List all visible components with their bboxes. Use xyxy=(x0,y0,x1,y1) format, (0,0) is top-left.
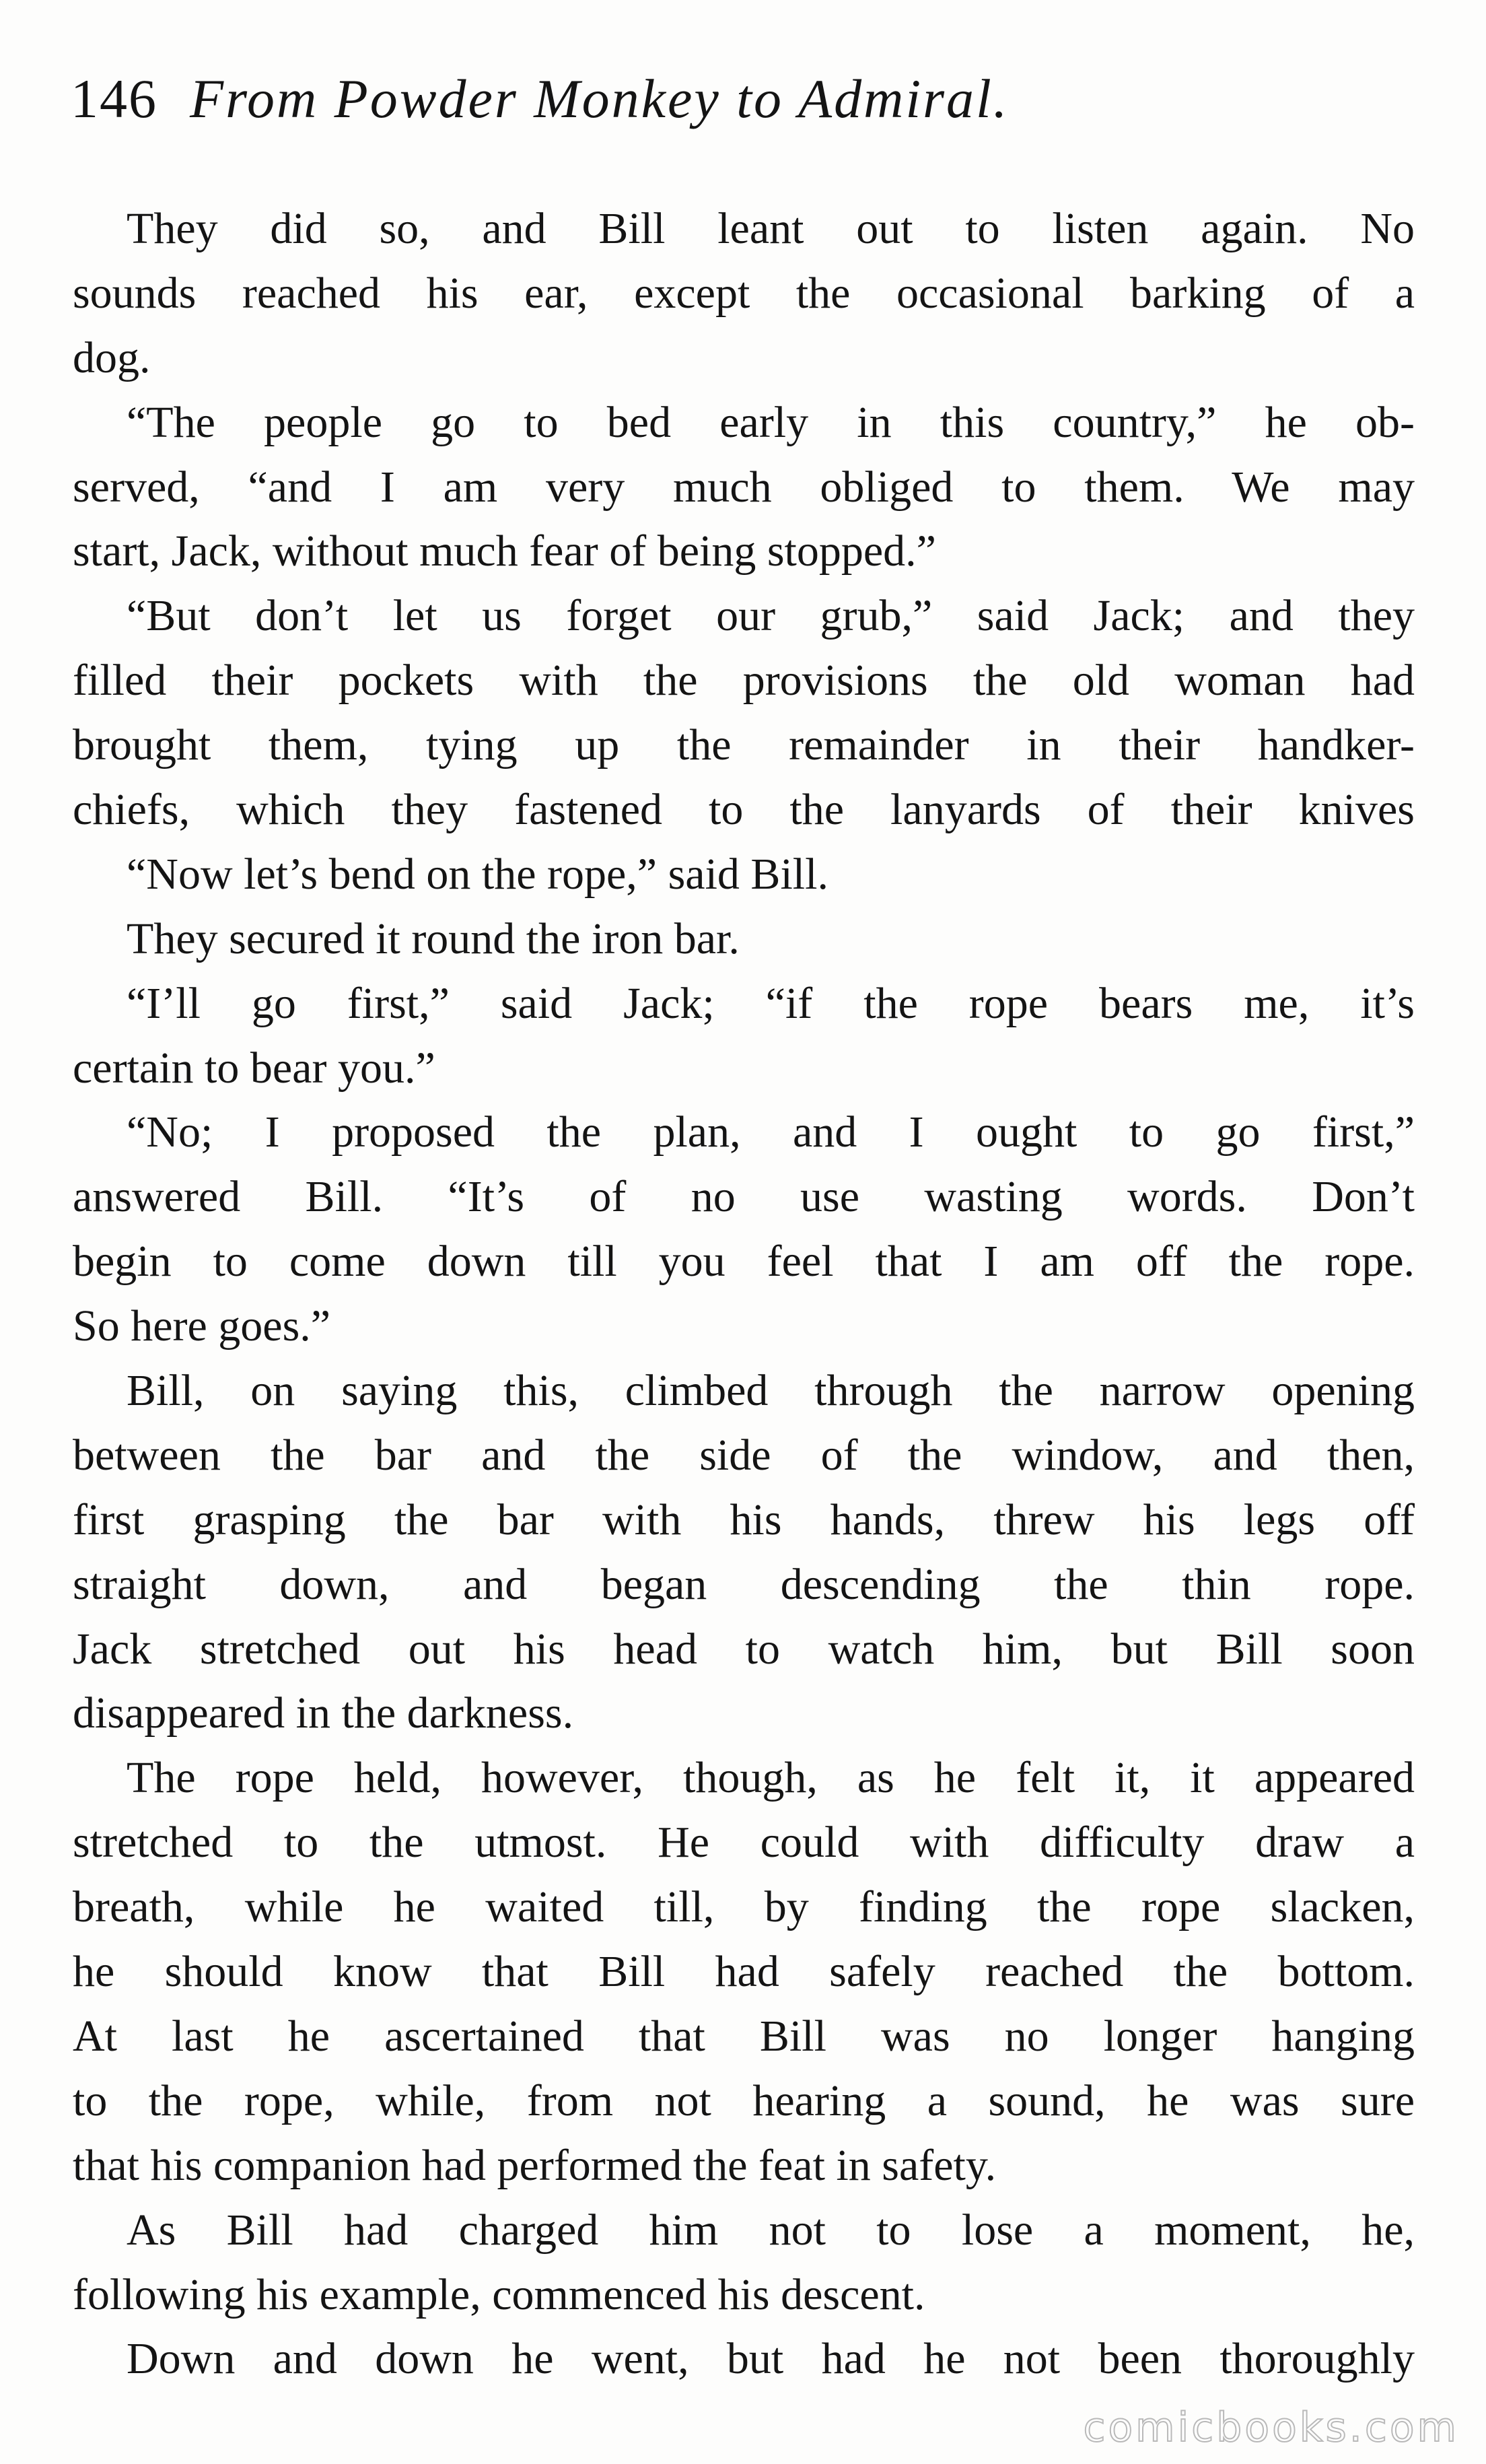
text-line: So here goes.” xyxy=(73,1301,331,1351)
text-line: he should know that Bill had safely reached the bottom. xyxy=(73,1947,1415,1997)
body-text xyxy=(73,197,1415,2391)
text-line: between the bar and the side of the window, and then, xyxy=(73,1430,1415,1480)
text-line: They did so, and Bill leant out to listen again. No xyxy=(127,204,1415,253)
text-line: The rope held, however, though, as he felt it, it appeared xyxy=(127,1753,1415,1803)
text-line: first grasping the bar with his hands, threw his legs off xyxy=(73,1495,1415,1544)
text-line: “But don’t let us forget our grub,” said Jack; and they xyxy=(127,591,1415,641)
text-line: start, Jack, without much fear of being stopped.” xyxy=(73,526,936,576)
text-line: “The people go to bed early in this country,” he ob- xyxy=(127,397,1415,447)
text-line: breath, while he waited till, by finding the rope slacken, xyxy=(73,1882,1415,1932)
text-line: “No; I proposed the plan, and I ought to go first,” xyxy=(127,1107,1415,1157)
text-line: begin to come down till you feel that I am off the rope. xyxy=(73,1237,1415,1287)
text-line: sounds reached his ear, except the occasional barking of a xyxy=(73,268,1415,318)
text-line: that his companion had performed the feat in safety. xyxy=(73,2140,997,2190)
text-line: Bill, on saying this, climbed through the narrow opening xyxy=(127,1366,1415,1416)
text-line: straight down, and began descending the thin rope. xyxy=(73,1559,1415,1609)
text-line: to the rope, while, from not hearing a sound, he was sure xyxy=(73,2076,1415,2125)
page-number: 146 xyxy=(71,68,157,129)
text-line: Down and down he went, but had he not been thoroughly xyxy=(127,2334,1415,2384)
text-line: brought them, tying up the remainder in their handker- xyxy=(73,720,1415,770)
text-line: stretched to the utmost. He could with difficulty draw a xyxy=(73,1818,1415,1868)
text-line: As Bill had charged him not to lose a moment, he, xyxy=(127,2205,1415,2255)
text-line: They secured it round the iron bar. xyxy=(127,914,740,963)
text-line: served, “and I am very much obliged to them. We may xyxy=(73,462,1415,512)
text-line: Jack stretched out his head to watch him, but Bill soon xyxy=(73,1624,1415,1674)
text-line: “I’ll go first,” said Jack; “if the rope bears me, it’s xyxy=(127,978,1415,1028)
text-line: following his example, commenced his descent. xyxy=(73,2269,925,2319)
text-line: filled their pockets with the provisions the old woman had xyxy=(73,656,1415,706)
running-head xyxy=(71,62,1410,136)
text-line: At last he ascertained that Bill was no longer hanging xyxy=(73,2011,1415,2061)
watermark: comicbooks.com xyxy=(1083,2404,1459,2451)
text-line: answered Bill. “It’s of no use wasting words. Don’t xyxy=(73,1172,1415,1222)
text-line: “Now let’s bend on the rope,” said Bill. xyxy=(127,849,828,899)
book-title: From Powder Monkey to Admiral. xyxy=(190,68,1010,129)
text-line: dog. xyxy=(73,333,151,382)
text-line: certain to bear you.” xyxy=(73,1043,435,1093)
text-line: chiefs, which they fastened to the lanyards of their knives xyxy=(73,785,1415,835)
text-line: disappeared in the darkness. xyxy=(73,1688,574,1738)
